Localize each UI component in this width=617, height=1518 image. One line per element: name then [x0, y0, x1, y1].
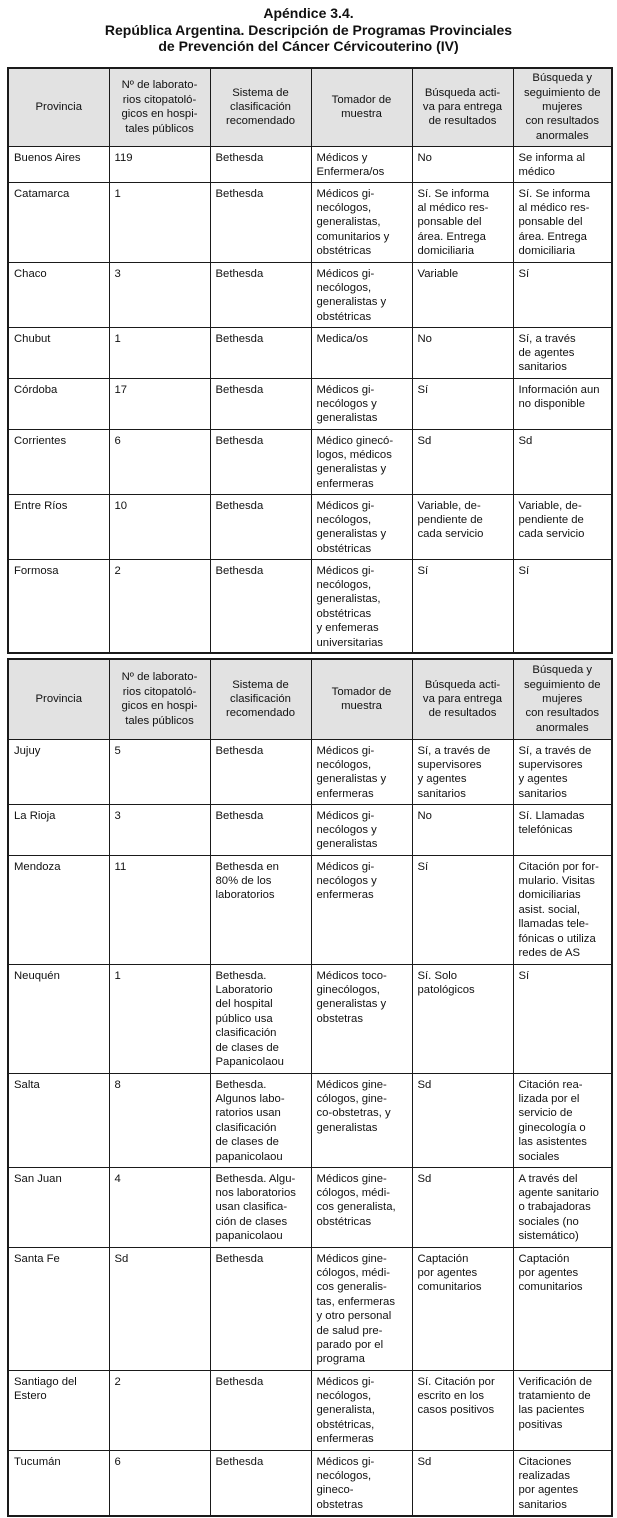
- cell-follow-up: Sí. Se informa al médico res- ponsable del área. Entrega domiciliaria: [513, 182, 612, 262]
- cell-classification-system: Bethesda en 80% de los laboratorios: [210, 855, 311, 964]
- cell-classification-system: Bethesda: [210, 1370, 311, 1450]
- column-header-active-search: Búsqueda acti- va para entrega de resultados: [412, 68, 513, 146]
- table-row: [8, 1247, 612, 1370]
- cell-follow-up: Citación rea- lizada por el servicio de ginecología o las asistentes sociales: [513, 1073, 612, 1167]
- cell-lab-count: 3: [109, 804, 210, 855]
- cell-lab-count: 1: [109, 182, 210, 262]
- table-row: [8, 1167, 612, 1247]
- cell-classification-system: Bethesda. Laboratorio del hospital público usa clasificación de clases de Papanicolaou: [210, 964, 311, 1073]
- cell-province: Mendoza: [8, 855, 109, 964]
- cell-sample-taker: Médicos gine- cólogos, médi- cos generalis- tas, enfermeras y otro personal de salud pre- parado por el programa: [311, 1247, 412, 1370]
- table-row: [8, 429, 612, 494]
- cell-province: Salta: [8, 1073, 109, 1167]
- cell-active-search: Variable, de- pendiente de cada servicio: [412, 494, 513, 559]
- cell-follow-up: Variable, de- pendiente de cada servicio: [513, 494, 612, 559]
- title-line-3: de Prevención del Cáncer Cérvicouterino (IV): [158, 38, 459, 54]
- cell-active-search: Sd: [412, 1450, 513, 1516]
- cell-sample-taker: Médicos gi- necólogos, generalistas y enfermeras: [311, 739, 412, 804]
- cell-follow-up: Información aun no disponible: [513, 378, 612, 429]
- cell-active-search: No: [412, 146, 513, 182]
- cell-follow-up: Verificación de tratamiento de las pacientes positivas: [513, 1370, 612, 1450]
- table-row: [8, 494, 612, 559]
- cell-sample-taker: Médicos gine- cólogos, gine- co-obstetras, y generalistas: [311, 1073, 412, 1167]
- cell-province: San Juan: [8, 1167, 109, 1247]
- cell-lab-count: 4: [109, 1167, 210, 1247]
- cell-active-search: Sí: [412, 855, 513, 964]
- provinces-table-2: [7, 658, 613, 1517]
- table-row: [8, 855, 612, 964]
- column-header-active-search: Búsqueda acti- va para entrega de resultados: [412, 659, 513, 739]
- table-row: [8, 559, 612, 653]
- cell-lab-count: 5: [109, 739, 210, 804]
- column-header-follow-up: Búsqueda y seguimiento de mujeres con resultados anormales: [513, 68, 612, 146]
- cell-lab-count: 6: [109, 429, 210, 494]
- table-row: [8, 378, 612, 429]
- cell-sample-taker: Médicos gi- necólogos, generalistas, comunitarios y obstétricas: [311, 182, 412, 262]
- cell-lab-count: 2: [109, 1370, 210, 1450]
- cell-classification-system: Bethesda: [210, 262, 311, 327]
- column-header-classification-system: Sistema de clasificación recomendado: [210, 659, 311, 739]
- column-header-province: Provincia: [8, 659, 109, 739]
- cell-active-search: Sí: [412, 559, 513, 653]
- cell-province: Corrientes: [8, 429, 109, 494]
- cell-active-search: No: [412, 804, 513, 855]
- cell-active-search: Sd: [412, 429, 513, 494]
- cell-follow-up: Sí: [513, 262, 612, 327]
- cell-province: Tucumán: [8, 1450, 109, 1516]
- cell-sample-taker: Médico ginecó- logos, médicos generalistas y enfermeras: [311, 429, 412, 494]
- cell-lab-count: 2: [109, 559, 210, 653]
- cell-sample-taker: Médicos gi- necólogos y enfermeras: [311, 855, 412, 964]
- column-header-sample-taker: Tomador de muestra: [311, 659, 412, 739]
- cell-province: Chaco: [8, 262, 109, 327]
- cell-classification-system: Bethesda: [210, 1450, 311, 1516]
- cell-lab-count: 6: [109, 1450, 210, 1516]
- cell-follow-up: Sí: [513, 559, 612, 653]
- cell-lab-count: Sd: [109, 1247, 210, 1370]
- cell-classification-system: Bethesda: [210, 1247, 311, 1370]
- cell-province: Formosa: [8, 559, 109, 653]
- table-row: [8, 327, 612, 378]
- cell-province: Entre Ríos: [8, 494, 109, 559]
- cell-classification-system: Bethesda: [210, 146, 311, 182]
- table-row: [8, 1450, 612, 1516]
- cell-active-search: Variable: [412, 262, 513, 327]
- cell-lab-count: 119: [109, 146, 210, 182]
- column-header-sample-taker: Tomador de muestra: [311, 68, 412, 146]
- table-row: [8, 1370, 612, 1450]
- cell-province: La Rioja: [8, 804, 109, 855]
- cell-active-search: Sd: [412, 1073, 513, 1167]
- cell-follow-up: Se informa al médico: [513, 146, 612, 182]
- cell-classification-system: Bethesda: [210, 378, 311, 429]
- cell-active-search: Captación por agentes comunitarios: [412, 1247, 513, 1370]
- table-row: [8, 739, 612, 804]
- cell-active-search: Sí. Se informa al médico res- ponsable del área. Entrega domiciliaria: [412, 182, 513, 262]
- cell-sample-taker: Médicos gi- necólogos, generalistas, obstétricas y enfemeras universitarias: [311, 559, 412, 653]
- table-row: [8, 804, 612, 855]
- cell-follow-up: Sí. Llamadas telefónicas: [513, 804, 612, 855]
- cell-follow-up: Citación por for- mulario. Visitas domiciliarias asist. social, llamadas tele- fónicas o utiliza redes de AS: [513, 855, 612, 964]
- cell-lab-count: 8: [109, 1073, 210, 1167]
- header-row: [8, 659, 612, 739]
- cell-classification-system: Bethesda: [210, 182, 311, 262]
- cell-active-search: Sí. Solo patológicos: [412, 964, 513, 1073]
- cell-follow-up: Captación por agentes comunitarios: [513, 1247, 612, 1370]
- title-line-1: Apéndice 3.4.: [263, 5, 354, 21]
- cell-follow-up: Sd: [513, 429, 612, 494]
- title-line-2: República Argentina. Descripción de Programas Provinciales: [104, 21, 513, 38]
- provinces-table-1: [7, 67, 613, 654]
- cell-province: Buenos Aires: [8, 146, 109, 182]
- cell-active-search: Sí. Citación por escrito en los casos positivos: [412, 1370, 513, 1450]
- cell-active-search: Sd: [412, 1167, 513, 1247]
- cell-sample-taker: Médicos gi- necólogos, generalistas y obstétricas: [311, 262, 412, 327]
- column-header-province: Provincia: [8, 68, 109, 146]
- header-row: [8, 68, 612, 146]
- cell-province: Santiago del Estero: [8, 1370, 109, 1450]
- column-header-classification-system: Sistema de clasificación recomendado: [210, 68, 311, 146]
- cell-sample-taker: Médicos toco- ginecólogos, generalistas y obstetras: [311, 964, 412, 1073]
- cell-follow-up: A través del agente sanitario o trabajadoras sociales (no sistemático): [513, 1167, 612, 1247]
- cell-classification-system: Bethesda. Algunos labo- ratorios usan clasificación de clases de papanicolaou: [210, 1073, 311, 1167]
- cell-sample-taker: Médicos gi- necólogos y generalistas: [311, 804, 412, 855]
- cell-province: Córdoba: [8, 378, 109, 429]
- column-header-lab-count: Nº de laborato- rios citopatoló- gicos en hospi- tales públicos: [109, 659, 210, 739]
- cell-classification-system: Bethesda. Algu- nos laboratorios usan clasifica- ción de clases papanicolaou: [210, 1167, 311, 1247]
- table-row: [8, 1073, 612, 1167]
- column-header-lab-count: Nº de laborato- rios citopatoló- gicos en hospi- tales públicos: [109, 68, 210, 146]
- cell-follow-up: Citaciones realizadas por agentes sanitarios: [513, 1450, 612, 1516]
- table-row: [8, 182, 612, 262]
- cell-province: Chubut: [8, 327, 109, 378]
- cell-sample-taker: Medica/os: [311, 327, 412, 378]
- cell-sample-taker: Médicos y Enfermera/os: [311, 146, 412, 182]
- cell-follow-up: Sí, a través de agentes sanitarios: [513, 327, 612, 378]
- cell-province: Neuquén: [8, 964, 109, 1073]
- cell-classification-system: Bethesda: [210, 327, 311, 378]
- cell-lab-count: 1: [109, 964, 210, 1073]
- cell-active-search: Sí: [412, 378, 513, 429]
- cell-sample-taker: Médicos gi- necólogos, generalista, obstétricas, enfermeras: [311, 1370, 412, 1450]
- cell-sample-taker: Médicos gi- necólogos, generalistas y obstétricas: [311, 494, 412, 559]
- cell-sample-taker: Médicos gi- necólogos y generalistas: [311, 378, 412, 429]
- cell-active-search: No: [412, 327, 513, 378]
- cell-classification-system: Bethesda: [210, 739, 311, 804]
- table-row: [8, 964, 612, 1073]
- cell-follow-up: Sí, a través de supervisores y agentes sanitarios: [513, 739, 612, 804]
- cell-lab-count: 11: [109, 855, 210, 964]
- cell-classification-system: Bethesda: [210, 559, 311, 653]
- cell-sample-taker: Médicos gine- cólogos, médi- cos generalista, obstétricas: [311, 1167, 412, 1247]
- cell-lab-count: 10: [109, 494, 210, 559]
- cell-lab-count: 1: [109, 327, 210, 378]
- table-row: [8, 262, 612, 327]
- cell-lab-count: 3: [109, 262, 210, 327]
- column-header-follow-up: Búsqueda y seguimiento de mujeres con resultados anormales: [513, 659, 612, 739]
- cell-province: Santa Fe: [8, 1247, 109, 1370]
- cell-sample-taker: Médicos gi- necólogos, gineco- obstetras: [311, 1450, 412, 1516]
- cell-lab-count: 17: [109, 378, 210, 429]
- cell-classification-system: Bethesda: [210, 494, 311, 559]
- cell-active-search: Sí, a través de supervisores y agentes sanitarios: [412, 739, 513, 804]
- cell-classification-system: Bethesda: [210, 429, 311, 494]
- cell-province: Catamarca: [8, 182, 109, 262]
- table-row: [8, 146, 612, 182]
- cell-follow-up: Sí: [513, 964, 612, 1073]
- document-title: [0, 5, 617, 55]
- cell-classification-system: Bethesda: [210, 804, 311, 855]
- cell-province: Jujuy: [8, 739, 109, 804]
